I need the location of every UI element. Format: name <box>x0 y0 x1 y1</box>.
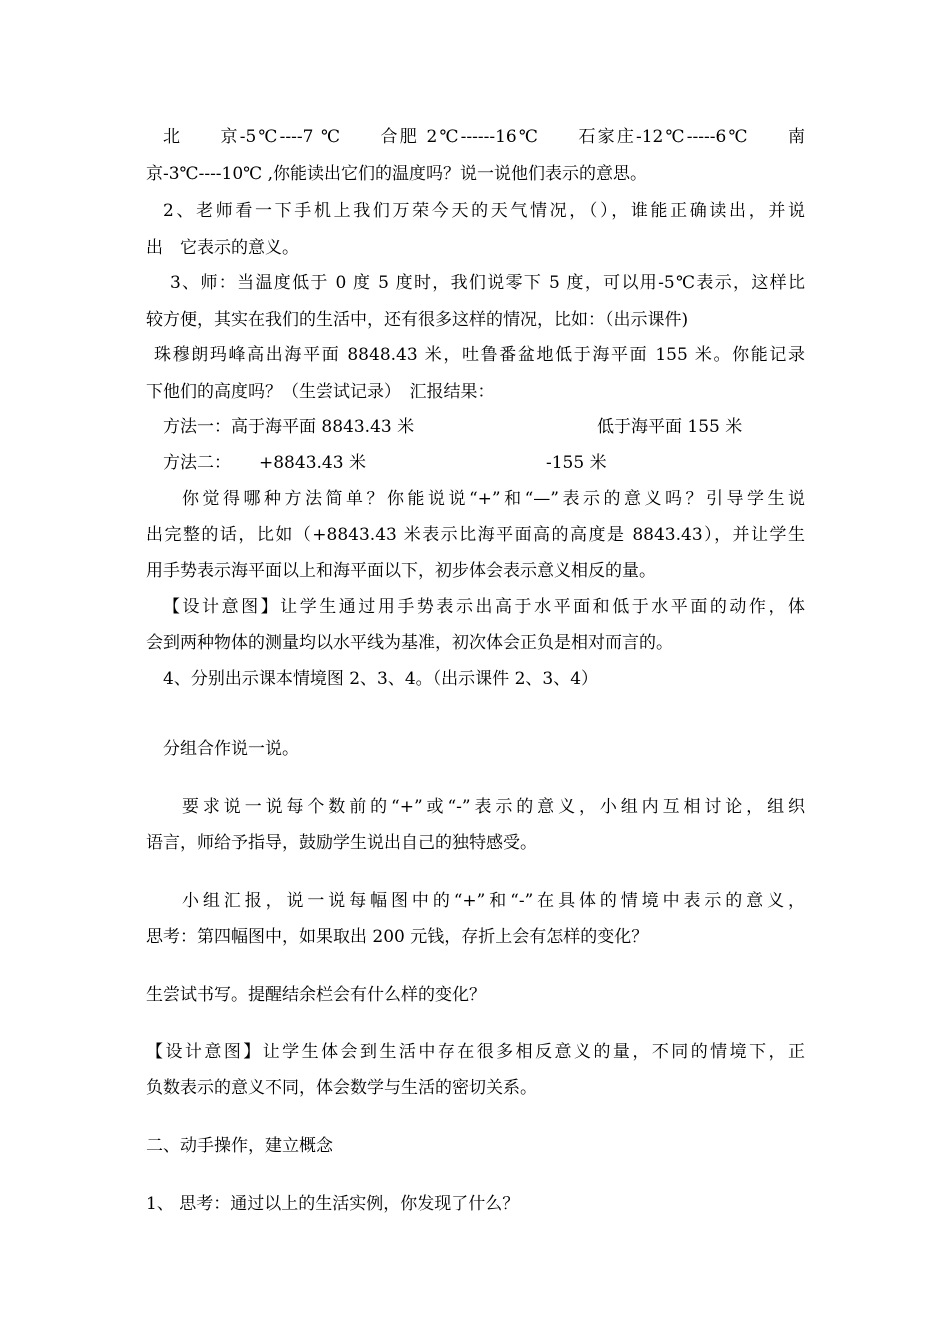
text-line: 1、 思考：通过以上的生活实例，你发现了什么？ <box>146 1194 520 1214</box>
design-intent-line: 【设计意图】让学生体会到生活中存在很多相反意义的量，不同的情境下，正 <box>146 1042 805 1062</box>
text-line: 生尝试书写。提醒结余栏会有什么样的变化？ <box>146 985 486 1005</box>
text-line: 负数表示的意义不同，体会数学与生活的密切关系。 <box>146 1078 537 1098</box>
method-two-positive: +8843.43 米 <box>259 453 366 473</box>
method-one-value: 低于海平面 155 米 <box>597 417 743 437</box>
text-line: 用手势表示海平面以上和海平面以下，初步体会表示意义相反的量。 <box>146 561 656 581</box>
text-line: 较方便，其实在我们的生活中，还有很多这样的情况，比如：（出示课件) <box>146 310 689 330</box>
text-line: 3、师：当温度低于 0 度 5 度时，我们说零下 5 度，可以用-5℃表示，这样比 <box>170 273 805 293</box>
method-two-label: 方法二： <box>163 453 231 473</box>
text-line: 思考：第四幅图中，如果取出 200 元钱，存折上会有怎样的变化？ <box>146 927 649 947</box>
text-line: 出完整的话，比如（+8843.43 米表示比海平面高的高度是 8843.43），并让学生 <box>146 525 805 545</box>
text-line: 京-3℃----10℃ ,你能读出它们的温度吗？说一说他们表示的意思。 <box>146 164 648 184</box>
text-line: 2、老师看一下手机上我们万荣今天的天气情况，（），谁能正确读出，并说 <box>163 201 805 221</box>
design-intent-line: 【设计意图】让学生通过用手势表示出高于水平面和低于水平面的动作，体 <box>163 597 805 617</box>
text-line: 出 它表示的意义。 <box>146 238 299 258</box>
method-one-label: 方法一：高于海平面 8843.43 米 <box>163 417 415 437</box>
text-line: 语言，师给予指导，鼓励学生说出自己的独特感受。 <box>146 833 537 853</box>
text-line: 北 京-5℃----7 ℃ 合肥 2℃------16℃ 石家庄-12℃-----6℃ 南 <box>163 127 805 147</box>
text-line: 珠穆朗玛峰高出海平面 8848.43 米，吐鲁番盆地低于海平面 155 米。你能记录 <box>154 345 805 365</box>
text-line: 4、分别出示课本情境图 2、3、4。（出示课件 2、3、4） <box>163 669 599 689</box>
text-line: 下他们的高度吗？（生尝试记录） 汇报结果： <box>146 382 495 402</box>
text-line: 会到两种物体的测量均以水平线为基准，初次体会正负是相对而言的。 <box>146 633 673 653</box>
section-heading: 二、动手操作，建立概念 <box>146 1136 333 1156</box>
method-two-negative: -155 米 <box>546 453 607 473</box>
text-line: 要求说一说每个数前的“+”或“-”表示的意义，小组内互相讨论，组织 <box>182 797 805 817</box>
text-line: 分组合作说一说。 <box>163 739 299 759</box>
text-line: 小组汇报，说一说每幅图中的“+”和“-”在具体的情境中表示的意义， <box>182 891 805 911</box>
text-line: 你觉得哪种方法简单？你能说说“+”和“—”表示的意义吗？引导学生说 <box>182 489 805 509</box>
